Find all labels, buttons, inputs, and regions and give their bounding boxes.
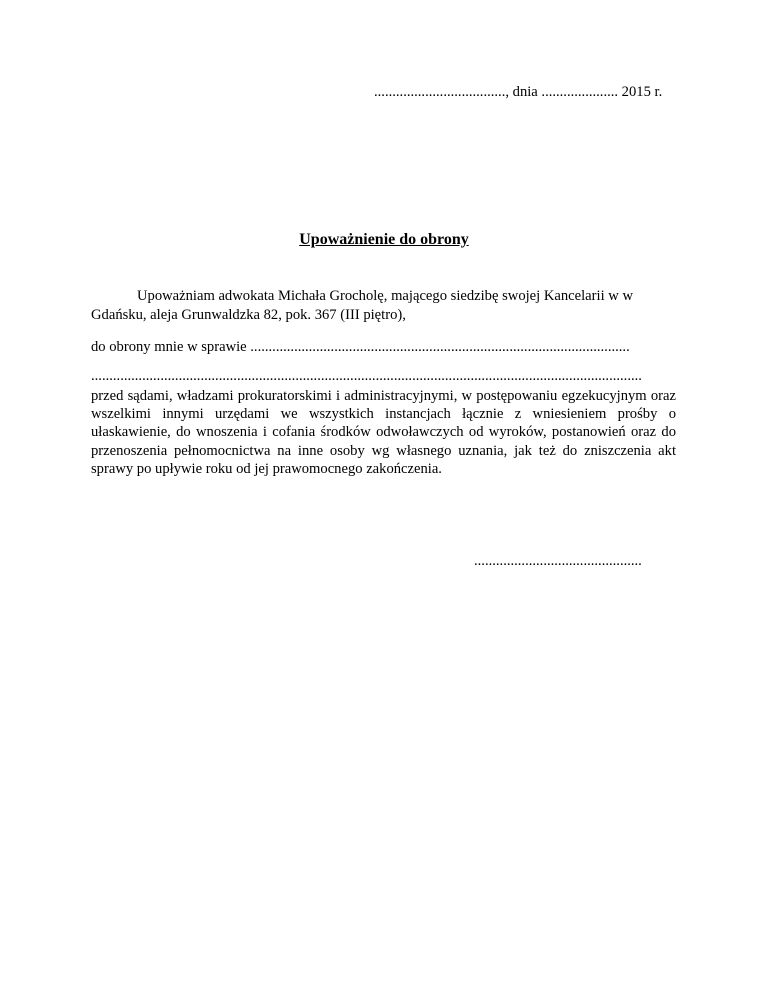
authorization-paragraph	[91, 287, 691, 324]
document-title: Upoważnienie do obrony	[299, 231, 469, 248]
case-fill-line: .......................................................................................................................................................	[91, 368, 642, 384]
case-line: do obrony mnie w sprawie ........................................................................................................	[91, 339, 630, 355]
authorization-line-2: Gdańsku, aleja Grunwaldzka 82, pok. 367 (III piętro),	[91, 306, 406, 323]
date-line: ...................................., dnia ..................... 2015 r.	[374, 84, 663, 100]
scope-paragraph: przed sądami, władzami prokuratorskimi i administracyjnymi, w postępowaniu egzekucyjnym oraz wszelkimi innymi urzędami we wszystkich instancjach łącznie z wniesieniem prośby o ułaskawienie, do wnoszenia i cofania środków odwoławczych od wyroków, postanowień oraz do przenoszenia pełnomocnictwa na inne osoby wg własnego uznania, jak też do zniszczenia akt sprawy po upływie roku od jej prawomocnego zakończenia.	[91, 388, 676, 477]
authorization-line-1: Upoważniam adwokata Michała Grocholę, mającego siedzibę swojej Kancelarii w w	[137, 288, 633, 304]
signature-line: ..............................................	[474, 553, 642, 569]
